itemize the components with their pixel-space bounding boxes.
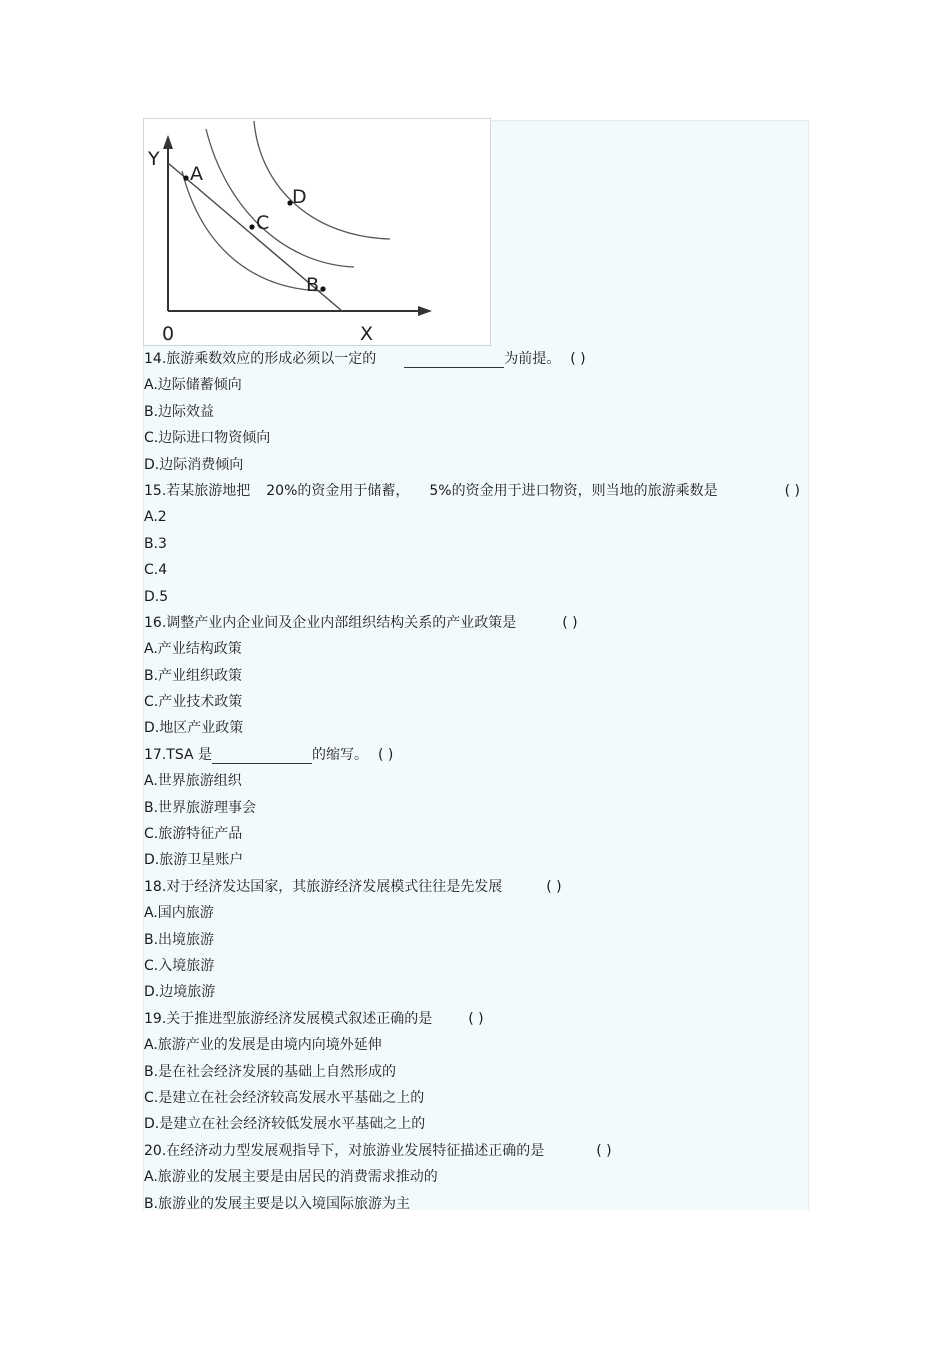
question-15-option-d: D.5 <box>144 588 169 605</box>
question-14-option-c: C.边际进口物资倾向 <box>144 430 271 447</box>
origin-label: 0 <box>162 323 175 345</box>
point-c-label: C <box>256 212 270 234</box>
question-17-option-d: D.旅游卫星账户 <box>144 852 244 869</box>
question-list <box>144 346 804 1217</box>
point-b <box>320 286 325 291</box>
question-14-after-blank: 为前提。 <box>504 351 561 367</box>
question-20-option-a: A.旅游业的发展主要是由居民的消费需求推动的 <box>144 1169 438 1186</box>
question-17-blank <box>212 747 312 764</box>
question-15-option-a: A.2 <box>144 509 167 526</box>
indifference-curve-figure <box>143 118 491 346</box>
question-18-text: 18.对于经济发达国家，其旅游经济发展模式往往是先发展 <box>144 878 503 895</box>
question-17-option-b: B.世界旅游理事会 <box>144 799 257 816</box>
question-17-text: 17.TSA 是 <box>144 746 212 763</box>
question-15-savings: 20%的资金用于储蓄， <box>266 482 410 499</box>
y-axis-label: Y <box>148 148 160 170</box>
question-17-stem <box>144 742 804 768</box>
question-18-option-d: D.边境旅游 <box>144 984 216 1001</box>
question-16-option-a: A.产业结构政策 <box>144 641 242 658</box>
question-18-option-a: A.国内旅游 <box>144 905 214 922</box>
point-c <box>249 224 254 229</box>
question-14-option-b: B.边际效益 <box>144 403 215 420</box>
question-19-paren: ( ) <box>468 1010 484 1027</box>
question-18-paren: ( ) <box>546 878 562 895</box>
question-16-option-d: D.地区产业政策 <box>144 720 244 737</box>
question-14-option-d: D.边际消费倾向 <box>144 456 244 473</box>
question-18-stem <box>144 874 804 900</box>
point-a <box>183 175 188 180</box>
question-17-paren: ( ) <box>378 746 394 763</box>
question-16-stem <box>144 610 804 636</box>
question-20-paren: ( ) <box>596 1142 612 1159</box>
point-b-label: B <box>306 274 320 296</box>
question-19-option-a: A.旅游产业的发展是由境内向境外延伸 <box>144 1037 382 1054</box>
point-a-label: A <box>190 163 203 185</box>
question-18-option-c: C.入境旅游 <box>144 957 215 974</box>
question-14-option-a: A.边际储蓄倾向 <box>144 377 242 394</box>
question-16-option-b: B.产业组织政策 <box>144 667 243 684</box>
question-17-option-c: C.旅游特征产品 <box>144 826 243 843</box>
question-16-paren: ( ) <box>562 614 578 631</box>
question-14-stem <box>144 346 804 372</box>
question-20-text: 20.在经济动力型发展观指导下，对旅游业发展特征描述正确的是 <box>144 1142 545 1159</box>
x-axis-arrow <box>418 306 432 316</box>
question-14-paren: ( ) <box>570 351 586 367</box>
question-14-text: 14.旅游乘数效应的形成必须以一定的 <box>144 351 377 367</box>
question-18-option-b: B.出境旅游 <box>144 931 215 948</box>
question-17-after-blank: 的缩写。 <box>312 746 368 763</box>
question-15-paren: ( ) <box>784 482 800 499</box>
question-19-option-d: D.是建立在社会经济较低发展水平基础之上的 <box>144 1116 426 1133</box>
question-16-option-c: C.产业技术政策 <box>144 694 243 711</box>
question-15-option-c: C.4 <box>144 562 168 579</box>
question-14-blank <box>404 351 504 368</box>
indifference-curve-diagram <box>144 119 490 345</box>
question-19-option-c: C.是建立在社会经济较高发展水平基础之上的 <box>144 1089 425 1106</box>
question-19-stem <box>144 1006 804 1032</box>
point-d-label: D <box>292 186 307 208</box>
question-20-option-b: B.旅游业的发展主要是以入境国际旅游为主 <box>144 1195 411 1212</box>
x-axis-label: X <box>360 323 374 345</box>
question-19-text: 19.关于推进型旅游经济发展模式叙述正确的是 <box>144 1010 433 1027</box>
question-15-stem <box>144 478 804 504</box>
question-17-option-a: A.世界旅游组织 <box>144 773 242 790</box>
question-15-option-b: B.3 <box>144 535 167 552</box>
question-15-text: 15.若某旅游地把 <box>144 482 251 499</box>
indifference-curve-2 <box>206 129 354 267</box>
question-16-text: 16.调整产业内企业间及企业内部组织结构关系的产业政策是 <box>144 614 517 631</box>
question-20-stem <box>144 1138 804 1164</box>
question-15-imports: 5%的资金用于进口物资，则当地的旅游乘数是 <box>429 482 718 499</box>
indifference-curve-3 <box>254 121 390 239</box>
y-axis-arrow <box>163 135 173 149</box>
question-19-option-b: B.是在社会经济发展的基础上自然形成的 <box>144 1063 397 1080</box>
